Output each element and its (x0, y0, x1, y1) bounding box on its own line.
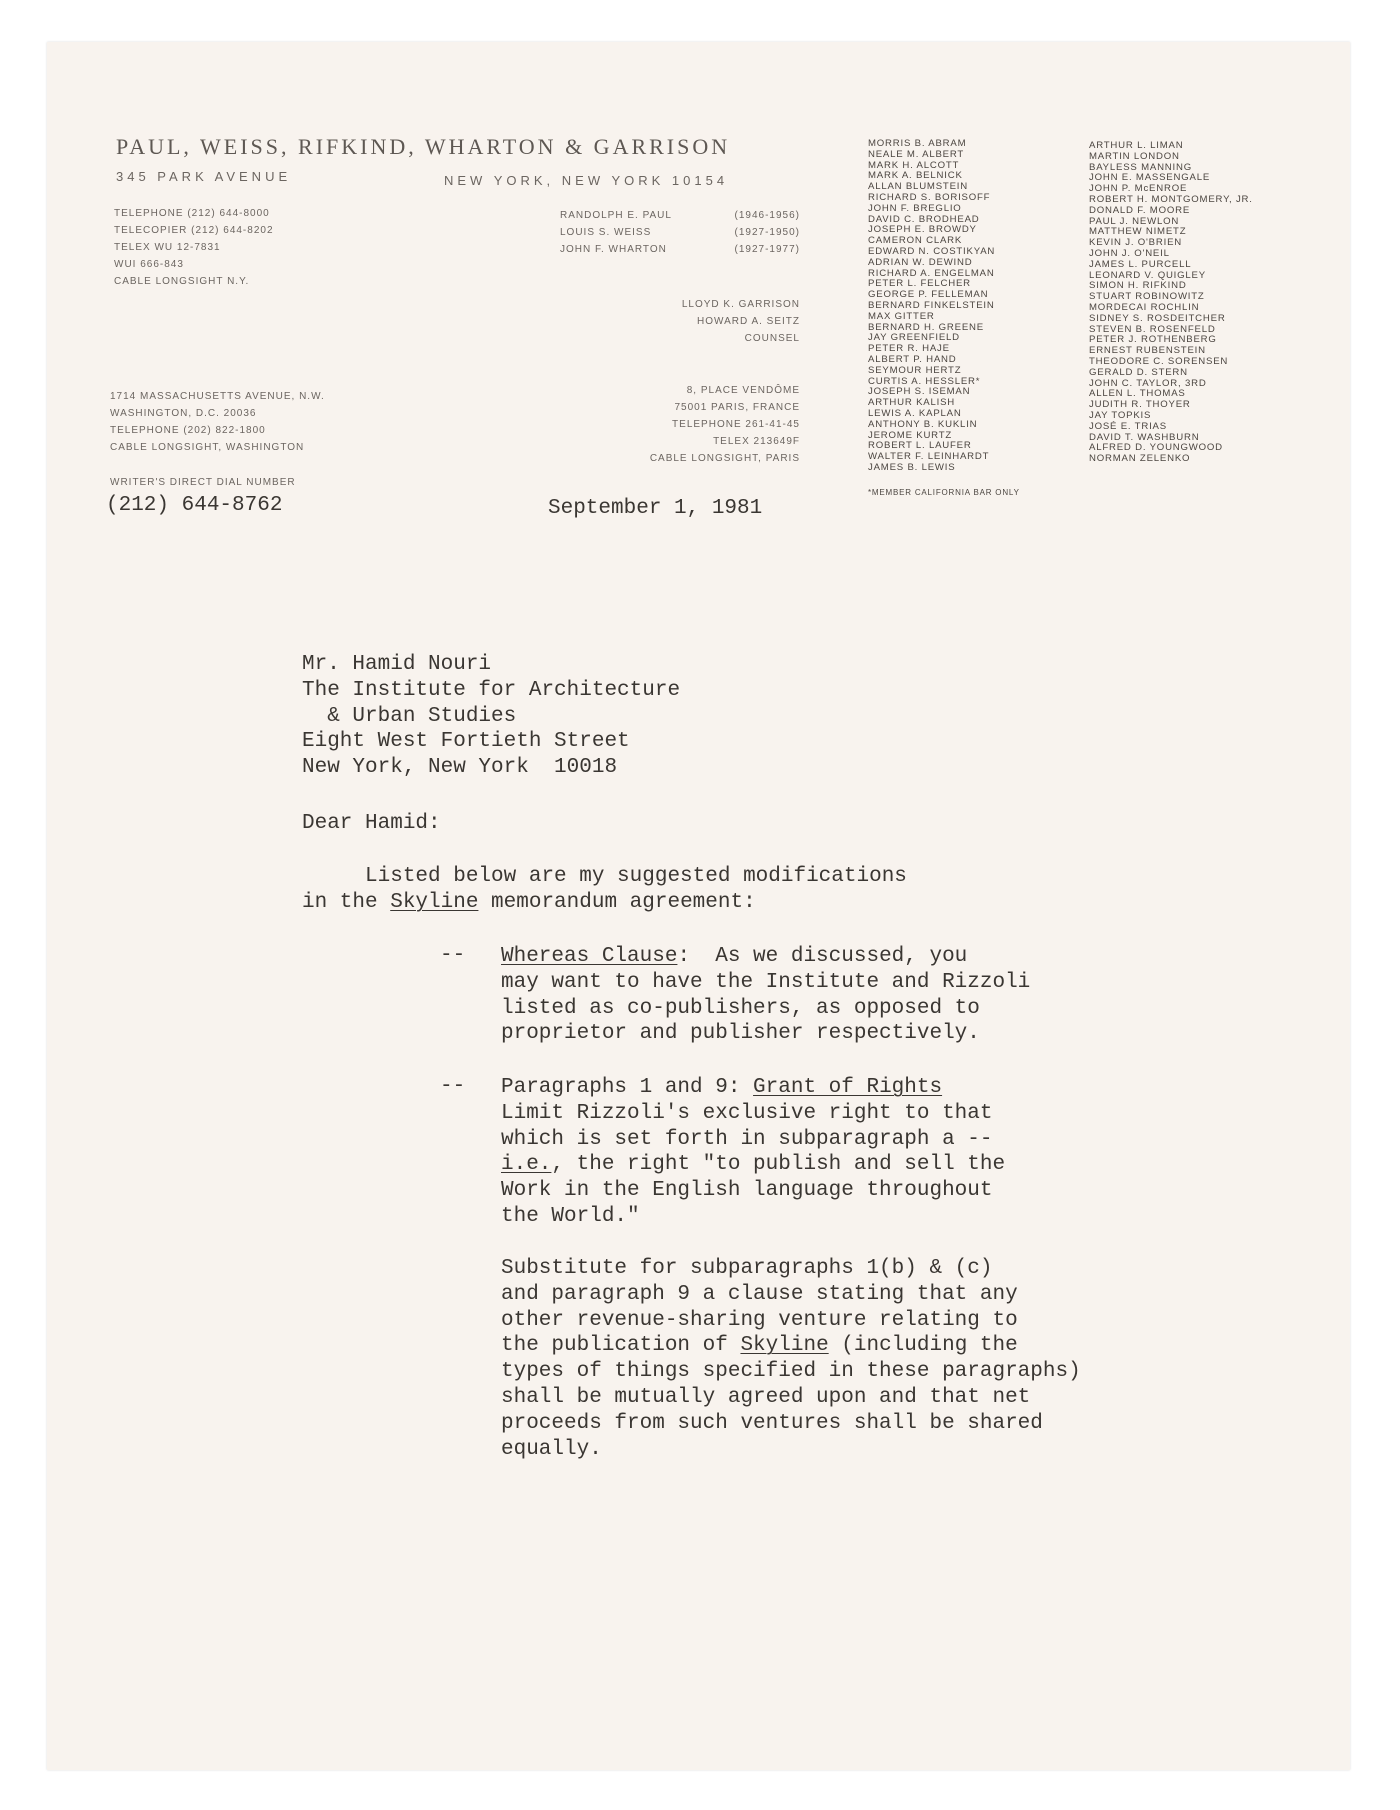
item-1-whereas-clause: Whereas Clause: As we discussed, you may want to have the Institute and Rizzoli listed as co-publishers, as opposed to proprietor and publisher respectively. (501, 945, 1031, 1046)
item-2-dash: -- (440, 1075, 466, 1098)
partner-name: SIMON H. RIFKIND (1089, 280, 1187, 292)
founders-block (560, 207, 800, 258)
partner-name: EDWARD N. COSTIKYAN (868, 245, 996, 257)
partner-name: GERALD D. STERN (1089, 366, 1188, 378)
partner-name: JOSÉ E. TRIAS (1089, 420, 1167, 432)
item-1-dash: -- (440, 944, 466, 967)
founder-row (560, 241, 800, 258)
partner-name: ERNEST RUBENSTEIN (1089, 345, 1206, 357)
partner-name: JEROME KURTZ (868, 429, 953, 441)
washington-office (110, 388, 325, 456)
partner-name: JOSEPH S. ISEMAN (868, 386, 971, 398)
counsel-line: LLOYD K. GARRISON (681, 299, 800, 310)
partner-name: RICHARD A. ENGELMAN (868, 267, 995, 279)
partner-name: JOSEPH E. BROWDY (868, 224, 977, 236)
direct-dial-number: (212) 644-8762 (106, 494, 283, 517)
substitute-paragraph: Substitute for subparagraphs 1(b) & (c) and paragraph 9 a clause stating that any other revenue-sharing venture relating to the publication of Skyline (including the types of things specified in these paragraphs) shall be mutually agreed upon and that net proceeds from such ventures shall be shared equally. (501, 1257, 1081, 1461)
partner-name: STEVEN B. ROSENFELD (1089, 323, 1216, 335)
partner-name: THEODORE C. SORENSEN (1089, 355, 1229, 367)
partner-name: WALTER F. LEINHARDT (868, 451, 990, 463)
recipient-line: The Institute for Architecture (302, 678, 681, 702)
partner-name: MORRIS B. ABRAM (868, 138, 967, 149)
founder-name: JOHN F. WHARTON (560, 244, 667, 255)
partner-name: ARTHUR KALISH (868, 397, 955, 409)
partner-name: ALLEN L. THOMAS (1089, 388, 1186, 400)
partner-name: JOHN J. O'NEIL (1089, 247, 1170, 259)
partner-name: ALLAN BLUMSTEIN (868, 181, 968, 193)
recipient-address (302, 652, 680, 781)
partner-name: JAMES L. PURCELL (1089, 258, 1192, 270)
partner-name: BAYLESS MANNING (1089, 161, 1192, 173)
partner-name: DAVID T. WASHBURN (1089, 431, 1200, 443)
contact-line: TELECOPIER (212) 644-8202 (114, 225, 274, 236)
partner-name: GEORGE P. FELLEMAN (868, 289, 989, 301)
partner-name: MORDECAI ROCHLIN (1089, 301, 1200, 313)
partner-name: DONALD F. MOORE (1089, 204, 1191, 216)
partner-name: MARTIN LONDON (1089, 150, 1180, 162)
partner-name: JAY GREENFIELD (868, 332, 960, 344)
recipient-line: Mr. Hamid Nouri (302, 653, 492, 676)
letter-date: September 1, 1981 (548, 497, 763, 520)
paris-line: 8, PLACE VENDÔME (686, 385, 800, 396)
founder-years: (1927-1977) (734, 244, 800, 255)
washington-line: WASHINGTON, D.C. 20036 (110, 408, 257, 419)
partner-name: PAUL J. NEWLON (1089, 215, 1180, 227)
partner-name: MARK A. BELNICK (868, 170, 963, 182)
partner-name: JOHN E. MASSENGALE (1089, 172, 1211, 184)
partner-name: PETER L. FELCHER (868, 278, 971, 290)
partner-name: ALFRED D. YOUNGWOOD (1089, 442, 1223, 454)
partner-name: SIDNEY S. ROSDEITCHER (1089, 312, 1226, 324)
partner-name: JOHN C. TAYLOR, 3RD (1089, 377, 1207, 389)
partner-name: ROBERT L. LAUFER (868, 440, 972, 452)
partner-name: PETER J. ROTHENBERG (1089, 334, 1217, 346)
partner-name: RICHARD S. BORISOFF (868, 191, 991, 203)
direct-dial-label: WRITER'S DIRECT DIAL NUMBER (110, 477, 296, 488)
partner-name: ALBERT P. HAND (868, 353, 957, 365)
washington-line: 1714 MASSACHUSETTS AVENUE, N.W. (110, 391, 325, 402)
partner-name: JUDITH R. THOYER (1089, 399, 1191, 411)
paris-line: CABLE LONGSIGHT, PARIS (649, 453, 800, 464)
recipient-line: Eight West Fortieth Street (302, 730, 630, 754)
washington-line: TELEPHONE (202) 822-1800 (110, 425, 266, 436)
founder-row (560, 224, 800, 241)
partner-name: JAY TOPKIS (1089, 409, 1152, 421)
contact-line: CABLE LONGSIGHT N.Y. (114, 276, 250, 287)
partners-column-2 (1089, 141, 1253, 465)
contact-block (114, 205, 274, 290)
partner-name: ROBERT H. MONTGOMERY, JR. (1089, 193, 1253, 205)
intro-paragraph (302, 864, 907, 916)
counsel-block (600, 296, 800, 347)
intro-line-2: in the Skyline memorandum agreement: (302, 890, 756, 914)
counsel-line: COUNSEL (744, 333, 800, 344)
founder-years: (1927-1950) (734, 227, 800, 238)
partner-name: JAMES B. LEWIS (868, 461, 956, 473)
washington-line: CABLE LONGSIGHT, WASHINGTON (110, 442, 305, 453)
street-address: 345 PARK AVENUE (116, 169, 292, 184)
partner-name: JOHN F. BREGLIO (868, 202, 962, 214)
whereas-heading: Whereas Clause (501, 945, 678, 968)
partner-name: NORMAN ZELENKO (1089, 453, 1191, 465)
partner-name: BERNARD FINKELSTEIN (868, 299, 995, 311)
partner-name: SEYMOUR HERTZ (868, 364, 962, 376)
salutation: Dear Hamid: (302, 812, 441, 835)
founder-name: RANDOLPH E. PAUL (560, 210, 672, 221)
intro-line-1: Listed below are my suggested modifications (302, 865, 907, 888)
partners-column-1 (868, 139, 995, 474)
partner-name: PETER R. HAJE (868, 343, 950, 355)
partner-name: LEWIS A. KAPLAN (868, 407, 962, 419)
partner-name: ARTHUR L. LIMAN (1089, 140, 1184, 151)
recipient-line: & Urban Studies (302, 704, 517, 728)
paris-line: 75001 PARIS, FRANCE (674, 402, 800, 413)
city-address: NEW YORK, NEW YORK 10154 (444, 173, 729, 188)
partner-name: CAMERON CLARK (868, 235, 963, 247)
partner-name: MAX GITTER (868, 310, 935, 322)
partner-name: BERNARD H. GREENE (868, 321, 984, 333)
paris-office (560, 382, 800, 467)
paris-line: TELEX 213649F (713, 436, 800, 447)
partner-name: NEALE M. ALBERT (868, 148, 965, 160)
counsel-line: HOWARD A. SEITZ (697, 316, 800, 327)
contact-line: TELEPHONE (212) 644-8000 (114, 208, 270, 219)
firm-name: PAUL, WEISS, RIFKIND, WHARTON & GARRISON (116, 134, 731, 159)
partner-name: KEVIN J. O'BRIEN (1089, 237, 1182, 249)
paris-line: TELEPHONE 261-41-45 (672, 419, 800, 430)
partner-name: STUART ROBINOWITZ (1089, 291, 1205, 303)
partner-name: ANTHONY B. KUKLIN (868, 418, 978, 430)
skyline-title: Skyline (390, 890, 479, 914)
partner-name: DAVID C. BRODHEAD (868, 213, 980, 225)
founder-name: LOUIS S. WEISS (560, 227, 652, 238)
partner-name: CURTIS A. HESSLER* (868, 375, 981, 387)
partner-name: LEONARD V. QUIGLEY (1089, 269, 1206, 281)
contact-line: TELEX WU 12-7831 (114, 242, 221, 253)
recipient-line: New York, New York 10018 (302, 756, 618, 780)
grant-heading: Grant of Rights (753, 1076, 943, 1099)
contact-line: WUI 666-843 (114, 259, 184, 270)
partner-name: JOHN P. McENROE (1089, 183, 1188, 195)
partner-name: MATTHEW NIMETZ (1089, 226, 1187, 238)
founder-row (560, 207, 800, 224)
partner-name: MARK H. ALCOTT (868, 159, 960, 171)
item-2-grant-of-rights: Paragraphs 1 and 9: Grant of Rights Limit Rizzoli's exclusive right to that which is set forth in subparagraph a -- i.e., the right "to publish and sell the Work in the English language throughout the World." (501, 1076, 1006, 1228)
bar-footnote: *MEMBER CALIFORNIA BAR ONLY (868, 488, 1020, 497)
founder-years: (1946-1956) (734, 210, 800, 221)
partner-name: ADRIAN W. DEWIND (868, 256, 973, 268)
